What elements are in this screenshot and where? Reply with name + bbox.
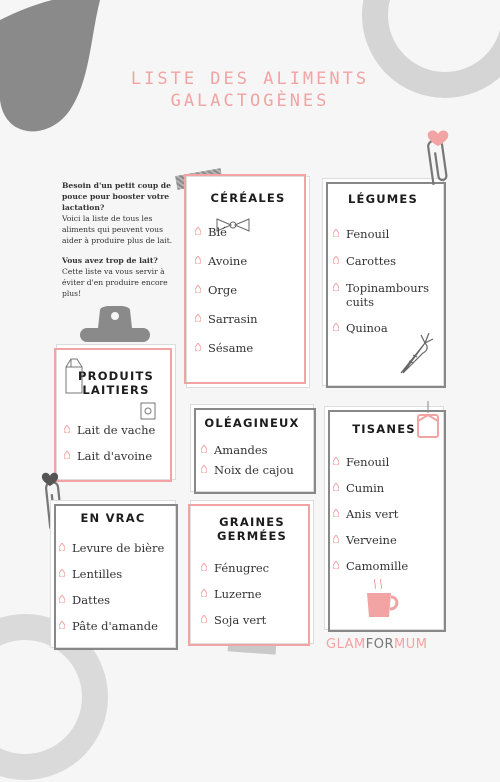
list-item: Lait de vache <box>64 423 155 449</box>
list-item: Lait d'avoine <box>64 449 155 475</box>
item-list <box>201 443 294 483</box>
drop-icon <box>201 615 207 623</box>
card-cereales <box>186 176 310 388</box>
drop-icon <box>201 465 207 473</box>
intro-question-1: Besoin d'un petit coup de pouce pour booster votre lactation? <box>62 181 171 212</box>
list-item: Noix de cajou <box>201 463 294 483</box>
mug-icon <box>363 577 403 621</box>
card-legumes <box>322 178 444 386</box>
card-title: GRAINES GERMÉES <box>217 515 287 543</box>
drop-icon <box>64 451 70 459</box>
list-item: Levure de bière <box>59 541 164 567</box>
drop-icon <box>333 457 339 465</box>
drop-icon <box>333 283 339 291</box>
list-item: Anis vert <box>333 507 408 533</box>
heart-icon <box>428 130 449 146</box>
list-item: Sésame <box>195 341 258 370</box>
card-graines-germees <box>190 500 314 644</box>
drop-icon <box>333 561 339 569</box>
list-item: Quinoa <box>333 321 441 348</box>
drop-icon <box>195 343 201 351</box>
brand-logo: GLAMFORMUM <box>326 637 428 652</box>
drop-icon <box>195 285 201 293</box>
card-title: PRODUITS LAITIERS <box>78 369 154 397</box>
drop-icon <box>59 621 65 629</box>
carrot-icon <box>395 329 435 377</box>
list-item: Amandes <box>201 443 294 463</box>
card-title: EN VRAC <box>80 511 146 525</box>
drop-icon <box>333 256 339 264</box>
drop-icon <box>333 535 339 543</box>
milk-carton-icon <box>63 357 85 395</box>
page-title <box>0 68 500 112</box>
tea-bag-icon <box>415 401 441 441</box>
drop-icon <box>195 256 201 264</box>
card-en-vrac <box>50 500 176 648</box>
list-item: Verveine <box>333 533 408 559</box>
list-item: Camomille <box>333 559 408 585</box>
card-title: CÉRÉALES <box>210 191 286 205</box>
list-item: Lentilles <box>59 567 164 593</box>
drop-icon <box>201 563 207 571</box>
drop-icon <box>59 543 65 551</box>
drop-icon <box>333 509 339 517</box>
list-item: Cumin <box>333 481 408 507</box>
drop-icon <box>64 425 70 433</box>
list-item: Sarrasin <box>195 312 258 341</box>
item-list <box>201 561 269 639</box>
card-produits-laitiers <box>56 344 176 480</box>
list-item: Fenouil <box>333 455 408 481</box>
title-line-2: GALACTOGÈNES <box>170 91 330 111</box>
drop-icon <box>195 227 201 235</box>
drop-icon <box>333 229 339 237</box>
drop-icon <box>195 314 201 322</box>
item-list <box>64 423 155 475</box>
title-line-1: LISTE DES ALIMENTS <box>130 69 370 89</box>
milk-carton-icon <box>139 397 157 421</box>
item-list <box>333 455 408 585</box>
intro-text <box>62 180 180 308</box>
list-item: Blé <box>195 225 258 254</box>
card-title: OLÉAGINEUX <box>204 416 300 430</box>
drop-icon <box>59 569 65 577</box>
card-title: TISANES <box>352 422 416 436</box>
drop-icon <box>333 483 339 491</box>
card-oleagineux <box>190 404 314 492</box>
drop-icon <box>59 595 65 603</box>
list-item: Orge <box>195 283 258 312</box>
list-item: Luzerne <box>201 587 269 613</box>
card-title: LÉGUMES <box>348 192 418 206</box>
list-item: Carottes <box>333 254 441 281</box>
intro-answer-1: Voici la liste de tous les aliments qui peuvent vous aider à produire plus de lait. <box>62 214 173 245</box>
list-item: Topinambours cuits <box>333 281 441 321</box>
item-list <box>59 541 164 645</box>
intro-answer-2: Cette liste va vous servir à éviter d'en produire encore plus! <box>62 267 168 298</box>
list-item: Pâte d'amande <box>59 619 164 645</box>
paperclip-icon <box>418 124 458 194</box>
list-item: Fenouil <box>333 227 441 254</box>
intro-question-2: Vous avez trop de lait? <box>62 256 158 265</box>
item-list <box>195 225 258 370</box>
drop-icon <box>333 323 339 331</box>
card-tisanes <box>324 406 444 630</box>
drop-icon <box>201 589 207 597</box>
list-item: Soja vert <box>201 613 269 639</box>
list-item: Avoine <box>195 254 258 283</box>
drop-icon <box>201 445 207 453</box>
list-item: Fénugrec <box>201 561 269 587</box>
list-item: Dattes <box>59 593 164 619</box>
